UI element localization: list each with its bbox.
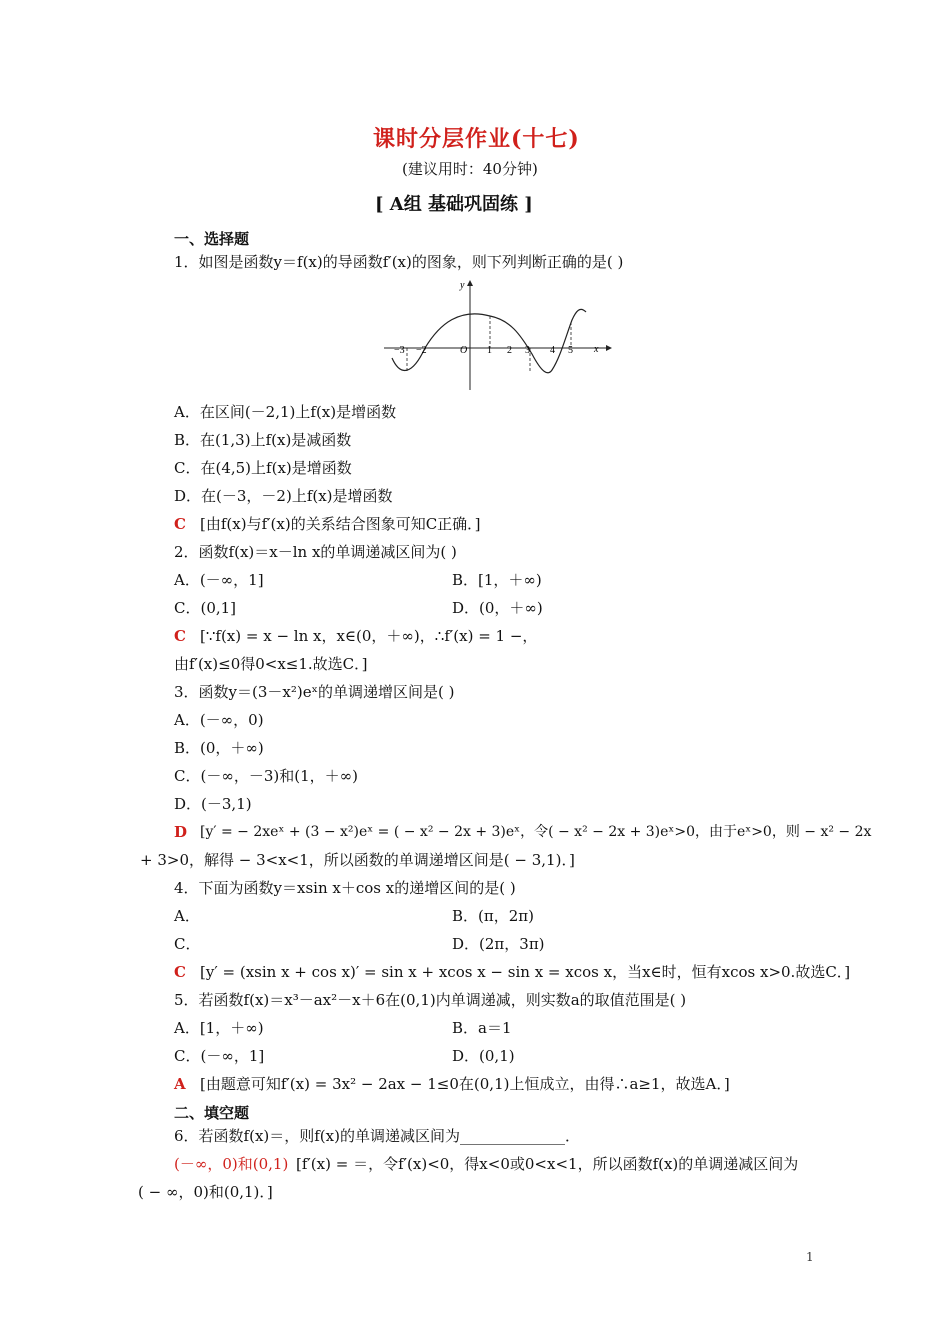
page-number: 1 xyxy=(806,1250,814,1264)
q1-option-d: D．在(－3，－2)上f(x)是增函数 xyxy=(174,487,393,505)
derivative-curve xyxy=(392,309,586,372)
q3-option-d: D．(－3,1) xyxy=(174,795,252,813)
q5-option-d: D．(0,1) xyxy=(452,1047,515,1065)
x-axis-arrow xyxy=(606,345,612,351)
q3-option-b: B．(0，＋∞) xyxy=(174,739,264,757)
tick-origin: O xyxy=(460,345,468,356)
q3-option-c: C．(－∞，－3)和(1，＋∞) xyxy=(174,767,358,785)
tick-1: 1 xyxy=(487,345,492,356)
q1-answer: C xyxy=(174,515,186,533)
q5-option-b: B．a＝1 xyxy=(452,1019,512,1037)
q2-option-c: C．(0,1] xyxy=(174,599,237,617)
y-axis-arrow xyxy=(467,280,473,286)
q3-stem: 3．函数y＝(3－x²)eˣ的单调递增区间是( ) xyxy=(174,683,455,701)
section-choice-heading: 一、选择题 xyxy=(174,230,250,248)
q4-stem: 4．下面为函数y＝xsin x＋cos x的递增区间的是( ) xyxy=(174,879,516,897)
q6-explanation-line2: ( − ∞，0)和(0,1)．] xyxy=(138,1183,273,1201)
tick-minus2: −2 xyxy=(416,345,427,356)
q1-explanation: [由f(x)与f′(x)的关系结合图象可知C正确．] xyxy=(200,515,481,533)
q1-option-a: A．在区间(－2,1)上f(x)是增函数 xyxy=(174,403,397,421)
q2-option-a: A．(－∞，1] xyxy=(174,571,264,589)
q2-answer: C xyxy=(174,627,186,645)
q3-explanation-line1: [y′ = − 2xeˣ + (3 − x²)eˣ = ( − x² − 2x + 3)eˣ，令( − x² − 2x + 3)eˣ>0，由于eˣ>0，则 − x² − 2x xyxy=(200,824,872,840)
page-subtitle: (建议用时：40分钟) xyxy=(402,160,538,178)
y-axis-label: y xyxy=(460,280,465,291)
q4-option-b: B．(π，2π) xyxy=(452,907,534,925)
q5-answer: A xyxy=(174,1075,186,1093)
page-title: 课时分层作业(十七) xyxy=(373,126,580,152)
q1-option-c: C．在(4,5)上f(x)是增函数 xyxy=(174,459,352,477)
q2-stem: 2．函数f(x)＝x－ln x的单调递减区间为( ) xyxy=(174,543,457,561)
q6-answer: (－∞，0)和(0,1) xyxy=(174,1155,289,1173)
q4-option-a: A． xyxy=(174,907,200,925)
q1-option-b: B．在(1,3)上f(x)是减函数 xyxy=(174,431,352,449)
q2-option-b: B．[1，＋∞) xyxy=(452,571,542,589)
section-fill-heading: 二、填空题 xyxy=(174,1104,250,1122)
tick-4: 4 xyxy=(550,345,555,356)
q6-explanation-line1: [f′(x) = ＝，令f′(x)<0，得x<0或0<x<1，所以函数f(x)的单调递减区间为 xyxy=(296,1155,799,1173)
x-tick-labels xyxy=(394,345,573,356)
q4-answer: C xyxy=(174,963,186,981)
q2-option-d: D．(0，＋∞) xyxy=(452,599,543,617)
q5-option-c: C．(－∞，1] xyxy=(174,1047,265,1065)
q5-explanation: [由题意可知f′(x) = 3x² − 2ax − 1≤0在(0,1)上恒成立，由得∴a≥1，故选A．] xyxy=(200,1075,730,1093)
q4-option-d: D．(2π，3π) xyxy=(452,935,545,953)
tick-2: 2 xyxy=(507,345,512,356)
tick-minus3: −3 xyxy=(394,345,405,356)
q4-option-c: C． xyxy=(174,935,201,953)
q5-stem: 5．若函数f(x)＝x³－ax²－x＋6在(0,1)内单调递减，则实数a的取值范围是( ) xyxy=(174,991,687,1009)
q2-explanation-line2: 由f′(x)≤0得0<x≤1.故选C．] xyxy=(174,655,368,673)
tick-3: 3 xyxy=(525,345,530,356)
q3-explanation-line2: + 3>0，解得 − 3<x<1，所以函数的单调递增区间是( − 3,1)．] xyxy=(140,851,575,869)
x-axis-label: x xyxy=(594,344,599,355)
q3-option-a: A．(－∞，0) xyxy=(174,711,264,729)
group-heading: [ A组 基础巩固练 ] xyxy=(375,194,533,215)
q1-stem: 1．如图是函数y＝f(x)的导函数f′(x)的图象，则下列判断正确的是( ) xyxy=(174,253,624,271)
q5-option-a: A．[1，＋∞) xyxy=(174,1019,264,1037)
derivative-graph xyxy=(380,278,612,396)
q6-stem: 6．若函数f(x)＝，则f(x)的单调递减区间为______________． xyxy=(174,1127,580,1145)
q4-explanation: [y′ = (xsin x + cos x)′ = sin x + xcos x − sin x = xcos x，当x∈时，恒有xcos x>0.故选C．] xyxy=(200,963,851,981)
q3-answer: D xyxy=(174,823,188,841)
tick-5: 5 xyxy=(568,345,573,356)
q2-explanation-line1: [∵f(x) = x − ln x，x∈(0，＋∞)，∴f′(x) = 1 −， xyxy=(200,627,538,645)
